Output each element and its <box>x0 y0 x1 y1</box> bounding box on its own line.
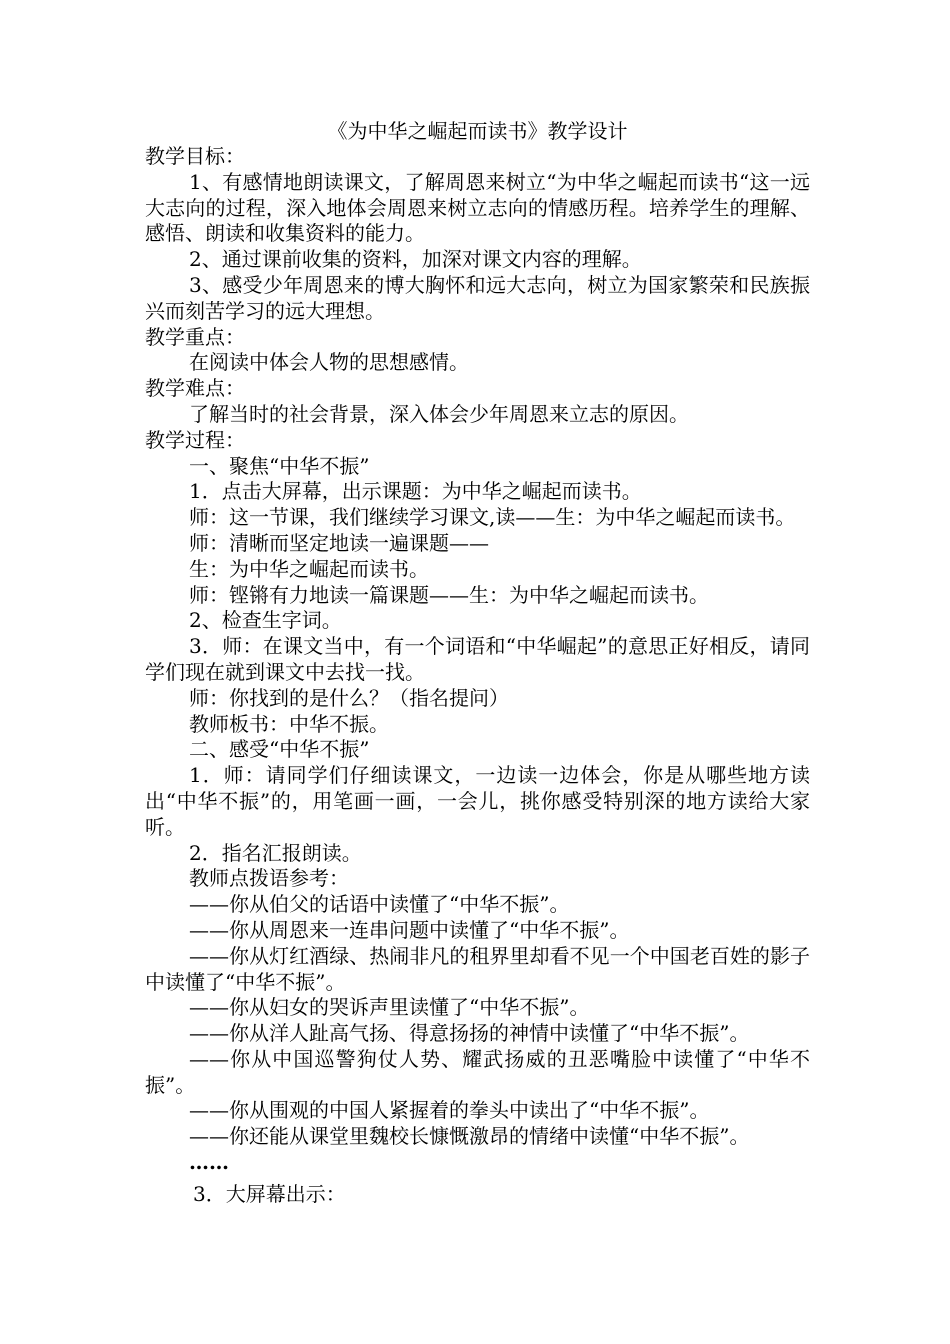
key-points-text: 在阅读中体会人物的思想感情。 <box>189 350 469 375</box>
objective-item-3: 3、感受少年周恩来的博大胸怀和远大志向，树立为国家繁荣和民族振兴而刻苦学习的远大理想。 <box>145 272 810 323</box>
process-part1-line: 师：这一节课，我们继续学习课文,读——生：为中华之崛起而读书。 <box>189 505 796 530</box>
process-part1-title: 一、聚焦“中华不振” <box>189 453 370 478</box>
process-part1-line: 师：你找到的是什么？（指名提问） <box>189 685 509 710</box>
process-part2-line: ——你从伯父的话语中读懂了“中华不振”。 <box>189 892 570 917</box>
document-title: 《为中华之崛起而读书》教学设计 <box>327 119 628 143</box>
process-part2-line: ——你从中国巡警狗仗人势、耀武扬威的丑恶嘴脸中读懂了“中华不振”。 <box>145 1046 810 1097</box>
process-part2-line: ——你从周恩来一连串问题中读懂了“中华不振”。 <box>189 917 630 942</box>
process-heading: 教学过程： <box>145 427 245 452</box>
process-part2-line: 教师点拨语参考： <box>189 866 349 891</box>
process-part2-title: 二、感受“中华不振” <box>189 737 370 762</box>
key-points-heading: 教学重点： <box>145 324 245 349</box>
process-part1-line: 生：为中华之崛起而读书。 <box>189 556 429 581</box>
process-part1-line: 3．师：在课文当中，有一个词语和“中华崛起”的意思正好相反，请同学们现在就到课文中去找一找。 <box>145 634 810 684</box>
objectives-heading: 教学目标： <box>145 144 245 168</box>
process-part1-line: 师：铿锵有力地读一篇课题——生：为中华之崛起而读书。 <box>189 582 709 607</box>
process-part2-line: ——你从围观的中国人紧握着的拳头中读出了“中华不振”。 <box>189 1098 710 1123</box>
process-part2-line: 1．师：请同学们仔细读课文，一边读一边体会，你是从哪些地方读出“中华不振”的，用笔画一画，一会儿，挑你感受特别深的地方读给大家听。 <box>145 763 810 839</box>
process-part1-line: 2、检查生字词。 <box>189 608 342 633</box>
document-page <box>145 118 810 1208</box>
ellipsis: …… <box>189 1150 229 1175</box>
process-part1-line: 教师板书：中华不振。 <box>189 711 389 736</box>
process-step3: 3．大屏幕出示： <box>193 1181 346 1206</box>
process-part2-line: ——你从妇女的哭诉声里读懂了“中华不振”。 <box>189 995 590 1020</box>
process-part1-line: 师：清晰而坚定地读一遍课题—— <box>189 530 489 555</box>
process-part2-line: 2．指名汇报朗读。 <box>189 840 362 865</box>
difficulties-text: 了解当时的社会背景，深入体会少年周恩来立志的原因。 <box>189 401 689 426</box>
difficulties-heading: 教学难点： <box>145 376 245 401</box>
objective-item-1: 1、有感情地朗读课文，了解周恩来树立“为中华之崛起而读书“这一远大志向的过程，深入地体会周恩来树立志向的情感历程。培养学生的理解、感悟、朗读和收集资料的能力。 <box>145 169 810 246</box>
process-part2-line: ——你还能从课堂里魏校长慷慨激昂的情绪中读懂“中华不振”。 <box>189 1124 750 1149</box>
process-part1-line: 1．点击大屏幕，出示课题：为中华之崛起而读书。 <box>189 479 642 504</box>
process-part2-line: ——你从洋人趾高气扬、得意扬扬的神情中读懂了“中华不振”。 <box>189 1021 750 1046</box>
process-part2-line: ——你从灯红酒绿、热闹非凡的租界里却看不见一个中国老百姓的影子中读懂了“中华不振”。 <box>145 943 810 994</box>
objective-item-2: 2、通过课前收集的资料，加深对课文内容的理解。 <box>189 247 642 272</box>
